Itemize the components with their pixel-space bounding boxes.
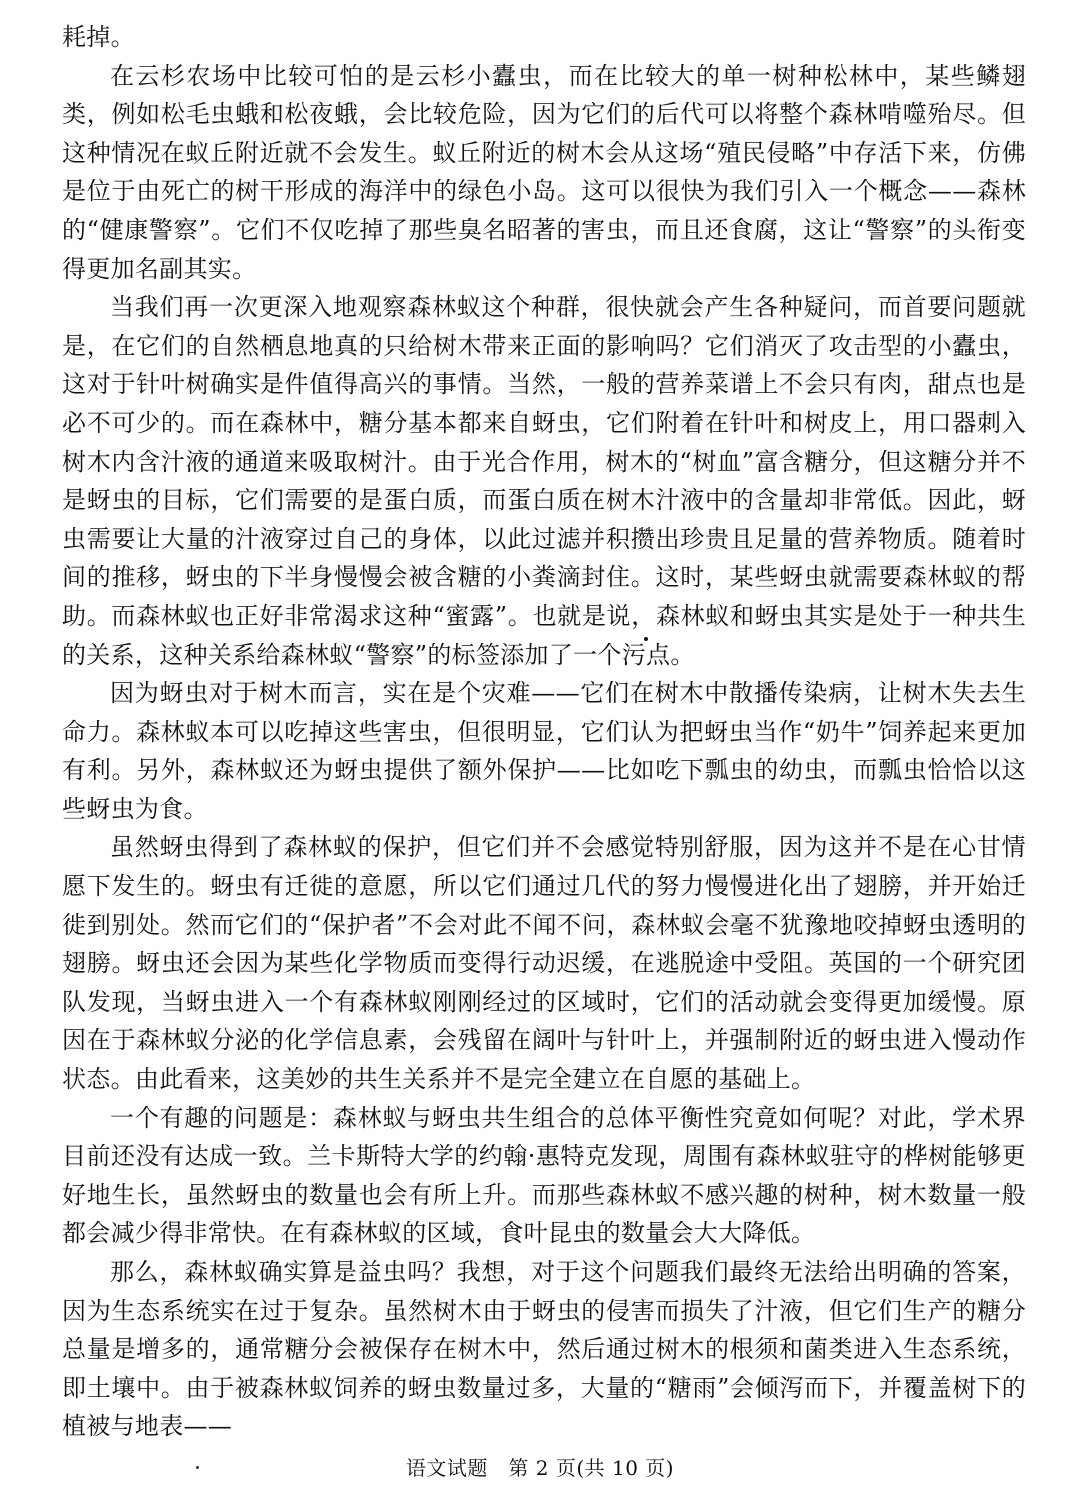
paragraph-text-segment: 当我们再一次更深入地观察森林蚁这个种群，很快就会产生各种疑问，而首要问题就是，在它们的自然栖息地真的只给树木带来正面的影响吗？它们消灭了攻击型的小蠹虫，这对于针叶树确实是件值得高兴的事情。当然，一般的营养菜谱上不会只有肉，甜点也是必不可少的。而在森林中，糖分基本都来自蚜虫，它们附着在针叶和树皮上，用口器刺入树木内含汁液的通道来吸取树汁。由于光合作用，树木的“树血”富含糖分，但这糖分并不是蚜虫的目标，它们需要的是蛋白质，而蛋白质在树木汁液中的含量却非常低。因此，蚜虫需要让大量的汁液穿过自己的身体，以此过滤并积攒出珍贵且足量的营养物质。随着时间的推移，蚜虫的下半身慢慢会被含糖的小粪滴封住。这时，某些蚜虫就需要森林蚁的帮助。而森林蚁也正好非常渴求这种“蜜露”。也就是说，森林蚁和蚜虫其实是处于一种共生的关系，这种关系给森林蚁“警察”的标签添加了一个 [62, 293, 1026, 669]
paragraph-beneficial-question: 那么，森林蚁确实算是益虫吗？我想，对于这个问题我们最终无法给出明确的答案，因为生态系统实在过于复杂。虽然树木由于蚜虫的侵害而损失了汁液，但它们生产的糖分总量是增多的，通常糖分会被保存在树木中，然后通过树木的根须和菌类进入生态系统，即土壤中。由于被森林蚁饲养的蚜虫数量过多，大量的“糖雨”会倾泻而下，并覆盖树下的植被与地表—— [62, 1258, 1026, 1441]
paragraph-aphid-disaster: 因为蚜虫对于树木而言，实在是个灾难——它们在树木中散播传染病，让树木失去生命力。森林蚁本可以吃掉这些害虫，但很明显，它们认为把蚜虫当作“奶牛”饲养起来更加有利。另外，森林蚁还为蚜虫提供了额外保护——比如吃下瓢虫的幼虫，而瓢虫恰恰以这些蚜虫为食。 [62, 679, 1026, 823]
paragraph-aphid-migration: 虽然蚜虫得到了森林蚁的保护，但它们并不会感觉特别舒服，因为这并不是在心甘情愿下发生的。蚜虫有迁徙的意愿，所以它们通过几代的努力慢慢进化出了翅膀，并开始迁徙到别处。然而它们的“保护者”不会对此不闻不问，森林蚁会毫不犹豫地咬掉蚜虫透明的翅膀。蚜虫还会因为某些化学物质而变得行动迟缓，在逃脱途中受阻。英国的一个研究团队发现，当蚜虫进入一个有森林蚁刚刚经过的区域时，它们的活动就会变得更加缓慢。原因在于森林蚁分泌的化学信息素，会残留在阔叶与针叶上，并强制附近的蚜虫进入慢动作状态。由此看来，这美妙的共生关系并不是完全建立在自愿的基础上。 [62, 833, 1026, 1094]
paragraph-text-segment: 。 [670, 640, 695, 669]
paragraph-aphid-symbiosis [62, 288, 1026, 674]
paragraph-continuation: 耗掉。 [62, 23, 135, 51]
paragraph-spruce-pests: 在云杉农场中比较可怕的是云杉小蠹虫，而在比较大的单一树种松林中，某些鳞翅类，例如松毛虫蛾和松夜蛾，会比较危险，因为它们的后代可以将整个森林啃噬殆尽。但这种情况在蚁丘附近就不会发生。蚁丘附近的树木会从这场“殖民侵略”中存活下来，仿佛是位于由死亡的树干形成的海洋中的绿色小岛。这可以很快为我们引入一个概念——森林的“健康警察”。它们不仅吃掉了那些臭名昭著的害虫，而且还食腐，这让“警察”的头衔变得更加名副其实。 [62, 61, 1026, 283]
page-footer: 语文试题 第 2 页(共 10 页) [405, 1456, 675, 1480]
exam-page-text [62, 18, 1026, 1446]
emphasized-word: 污点 [621, 640, 671, 669]
paragraph-balance-question: 一个有趣的问题是：森林蚁与蚜虫共生组合的总体平衡性究竟如何呢？对此，学术界目前还没有达成一致。兰卡斯特大学的约翰·惠特克发现，周围有森林蚁驻守的桦树能够更好地生长，虽然蚜虫的数量也会有所上升。而那些森林蚁不感兴趣的树种，树木数量一般都会减少得非常快。在有森林蚁的区域，食叶昆虫的数量会大大降低。 [62, 1103, 1026, 1248]
